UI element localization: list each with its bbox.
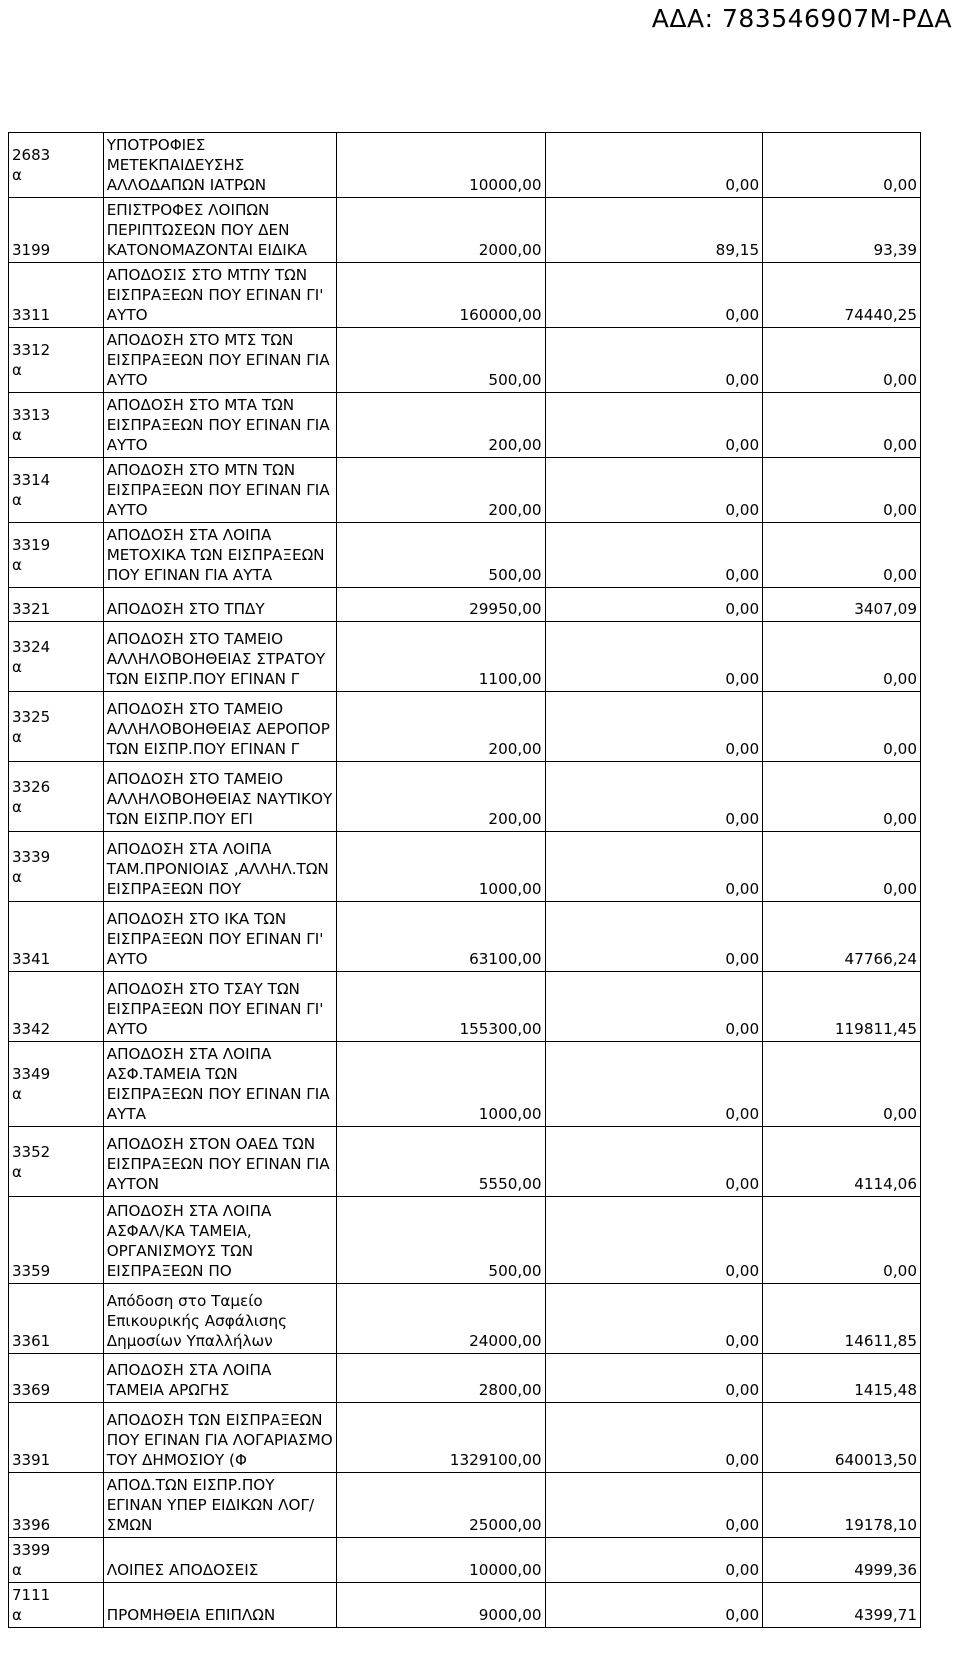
account-code: 3349 α [9, 1042, 104, 1127]
committed-amount: 0,00 [545, 133, 763, 198]
account-code: 3199 [9, 198, 104, 263]
account-description: ΑΠΟΔΟΣΗ ΣΤΑ ΛΟΙΠΑ ΑΣΦ.ΤΑΜΕΙΑ ΤΩΝ ΕΙΣΠΡΑΞΕΩΝ ΠΟΥ ΕΓΙΝΑΝ ΓΙΑ ΑΥΤΑ [103, 1042, 336, 1127]
account-description: ΠΡΟΜΗΘΕΙΑ ΕΠΙΠΛΩΝ [103, 1583, 336, 1628]
budget-amount: 24000,00 [337, 1284, 546, 1354]
paid-amount: 74440,25 [763, 263, 921, 328]
account-code: 3326 α [9, 762, 104, 832]
account-description: ΑΠΟΔΟΣΗ ΣΤΟΝ ΟΑΕΔ ΤΩΝ ΕΙΣΠΡΑΞΕΩΝ ΠΟΥ ΕΓΙΝΑΝ ΓΙΑ ΑΥΤΟΝ [103, 1127, 336, 1197]
committed-amount: 0,00 [545, 832, 763, 902]
account-description: ΑΠΟΔΟΣΗ ΣΤΟ ΤΑΜΕΙΟ ΑΛΛΗΛΟΒΟΗΘΕΙΑΣ ΝΑΥΤΙΚΟΥ ΤΩΝ ΕΙΣΠΡ.ΠΟΥ ΕΓΙ [103, 762, 336, 832]
budget-amount: 25000,00 [337, 1473, 546, 1538]
committed-amount: 0,00 [545, 328, 763, 393]
paid-amount: 4999,36 [763, 1538, 921, 1583]
table-row [9, 1583, 921, 1628]
paid-amount: 0,00 [763, 523, 921, 588]
budget-amount: 1329100,00 [337, 1403, 546, 1473]
table-row [9, 1284, 921, 1354]
table-row [9, 1473, 921, 1538]
table-row [9, 1403, 921, 1473]
committed-amount: 89,15 [545, 198, 763, 263]
account-description: ΑΠΟΔΟΣΗ ΣΤΟ ΙΚΑ ΤΩΝ ΕΙΣΠΡΑΞΕΩΝ ΠΟΥ ΕΓΙΝΑΝ ΓΙ' ΑΥΤΟ [103, 902, 336, 972]
account-description: ΥΠΟΤΡΟΦΙΕΣ ΜΕΤΕΚΠΑΙΔΕΥΣΗΣ ΑΛΛΟΔΑΠΩΝ ΙΑΤΡΩΝ [103, 133, 336, 198]
table-row [9, 523, 921, 588]
table-row [9, 458, 921, 523]
paid-amount: 119811,45 [763, 972, 921, 1042]
table-row [9, 198, 921, 263]
account-description: ΑΠΟΔ.ΤΩΝ ΕΙΣΠΡ.ΠΟΥ ΕΓΙΝΑΝ ΥΠΕΡ ΕΙΔΙΚΩΝ ΛΟΓ/ΣΜΩΝ [103, 1473, 336, 1538]
account-code: 3391 [9, 1403, 104, 1473]
budget-amount: 2800,00 [337, 1354, 546, 1403]
paid-amount: 0,00 [763, 692, 921, 762]
table-row [9, 1197, 921, 1284]
paid-amount: 3407,09 [763, 588, 921, 622]
committed-amount: 0,00 [545, 762, 763, 832]
budget-amount: 200,00 [337, 393, 546, 458]
account-code: 3319 α [9, 523, 104, 588]
paid-amount: 0,00 [763, 393, 921, 458]
account-description: ΑΠΟΔΟΣΗ ΣΤΑ ΛΟΙΠΑ ΑΣΦΑΛ/ΚΑ ΤΑΜΕΙΑ, ΟΡΓΑΝΙΣΜΟΥΣ ΤΩΝ ΕΙΣΠΡΑΞΕΩΝ ΠΟ [103, 1197, 336, 1284]
account-description: ΑΠΟΔΟΣΗ ΣΤΟ ΜΤΝ ΤΩΝ ΕΙΣΠΡΑΞΕΩΝ ΠΟΥ ΕΓΙΝΑΝ ΓΙΑ ΑΥΤΟ [103, 458, 336, 523]
account-code: 3321 [9, 588, 104, 622]
paid-amount: 640013,50 [763, 1403, 921, 1473]
committed-amount: 0,00 [545, 1354, 763, 1403]
committed-amount: 0,00 [545, 1403, 763, 1473]
account-description: ΛΟΙΠΕΣ ΑΠΟΔΟΣΕΙΣ [103, 1538, 336, 1583]
account-code: 3342 [9, 972, 104, 1042]
paid-amount: 93,39 [763, 198, 921, 263]
budget-amount: 1000,00 [337, 832, 546, 902]
paid-amount: 19178,10 [763, 1473, 921, 1538]
table-row [9, 1127, 921, 1197]
table-row [9, 622, 921, 692]
account-code: 3314 α [9, 458, 104, 523]
table-row [9, 902, 921, 972]
account-description: Απόδοση στο Ταμείο Επικουρικής Ασφάλισης Δημοσίων Υπαλλήλων [103, 1284, 336, 1354]
budget-amount: 500,00 [337, 328, 546, 393]
committed-amount: 0,00 [545, 622, 763, 692]
budget-amount: 155300,00 [337, 972, 546, 1042]
account-code: 3341 [9, 902, 104, 972]
budget-amount: 63100,00 [337, 902, 546, 972]
table-row [9, 328, 921, 393]
account-description: ΑΠΟΔΟΣΗ ΣΤΟ ΜΤΑ ΤΩΝ ΕΙΣΠΡΑΞΕΩΝ ΠΟΥ ΕΓΙΝΑΝ ΓΙΑ ΑΥΤΟ [103, 393, 336, 458]
account-code: 3361 [9, 1284, 104, 1354]
budget-amount: 1100,00 [337, 622, 546, 692]
account-code: 3324 α [9, 622, 104, 692]
committed-amount: 0,00 [545, 1473, 763, 1538]
account-code: 3399 α [9, 1538, 104, 1583]
account-description: ΑΠΟΔΟΣΗ ΣΤΟ ΤΑΜΕΙΟ ΑΛΛΗΛΟΒΟΗΘΕΙΑΣ ΣΤΡΑΤΟΥ ΤΩΝ ΕΙΣΠΡ.ΠΟΥ ΕΓΙΝΑΝ Γ [103, 622, 336, 692]
paid-amount: 0,00 [763, 832, 921, 902]
table-row [9, 133, 921, 198]
paid-amount: 0,00 [763, 328, 921, 393]
budget-amount: 200,00 [337, 762, 546, 832]
budget-amount: 10000,00 [337, 133, 546, 198]
committed-amount: 0,00 [545, 1197, 763, 1284]
account-code: 3339 α [9, 832, 104, 902]
budget-amount: 500,00 [337, 1197, 546, 1284]
account-code: 3313 α [9, 393, 104, 458]
paid-amount: 0,00 [763, 622, 921, 692]
account-code: 2683 α [9, 133, 104, 198]
account-code: 3369 [9, 1354, 104, 1403]
table-row [9, 588, 921, 622]
committed-amount: 0,00 [545, 588, 763, 622]
committed-amount: 0,00 [545, 523, 763, 588]
committed-amount: 0,00 [545, 263, 763, 328]
paid-amount: 47766,24 [763, 902, 921, 972]
account-description: ΑΠΟΔΟΣΗ ΤΩΝ ΕΙΣΠΡΑΞΕΩΝ ΠΟΥ ΕΓΙΝΑΝ ΓΙΑ ΛΟΓΑΡΙΑΣΜΟ ΤΟΥ ΔΗΜΟΣΙΟΥ (Φ [103, 1403, 336, 1473]
paid-amount: 0,00 [763, 458, 921, 523]
committed-amount: 0,00 [545, 458, 763, 523]
paid-amount: 0,00 [763, 1042, 921, 1127]
budget-table-body [9, 133, 921, 1628]
table-row [9, 972, 921, 1042]
account-code: 3311 [9, 263, 104, 328]
committed-amount: 0,00 [545, 1127, 763, 1197]
budget-amount: 9000,00 [337, 1583, 546, 1628]
account-description: ΑΠΟΔΟΣΗ ΣΤΟ ΜΤΣ ΤΩΝ ΕΙΣΠΡΑΞΕΩΝ ΠΟΥ ΕΓΙΝΑΝ ΓΙΑ ΑΥΤΟ [103, 328, 336, 393]
committed-amount: 0,00 [545, 1538, 763, 1583]
committed-amount: 0,00 [545, 393, 763, 458]
account-code: 7111 α [9, 1583, 104, 1628]
account-description: ΑΠΟΔΟΣΗ ΣΤΟ ΤΣΑΥ ΤΩΝ ΕΙΣΠΡΑΞΕΩΝ ΠΟΥ ΕΓΙΝΑΝ ΓΙ' ΑΥΤΟ [103, 972, 336, 1042]
table-row [9, 762, 921, 832]
paid-amount: 0,00 [763, 762, 921, 832]
account-code: 3325 α [9, 692, 104, 762]
committed-amount: 0,00 [545, 1284, 763, 1354]
table-row [9, 832, 921, 902]
budget-amount: 10000,00 [337, 1538, 546, 1583]
table-row [9, 393, 921, 458]
paid-amount: 0,00 [763, 133, 921, 198]
table-row [9, 692, 921, 762]
account-description: ΕΠΙΣΤΡΟΦΕΣ ΛΟΙΠΩΝ ΠΕΡΙΠΤΩΣΕΩΝ ΠΟΥ ΔΕΝ ΚΑΤΟΝΟΜΑΖΟΝΤΑΙ ΕΙΔΙΚΑ [103, 198, 336, 263]
committed-amount: 0,00 [545, 692, 763, 762]
budget-amount: 160000,00 [337, 263, 546, 328]
account-description: ΑΠΟΔΟΣΗ ΣΤΑ ΛΟΙΠΑ ΤΑΜ.ΠΡΟΝΙΟΙΑΣ ,ΑΛΛΗΛ.ΤΩΝ ΕΙΣΠΡΑΞΕΩΝ ΠΟΥ [103, 832, 336, 902]
account-code: 3312 α [9, 328, 104, 393]
budget-amount: 2000,00 [337, 198, 546, 263]
account-description: ΑΠΟΔΟΣΙΣ ΣΤΟ ΜΤΠΥ ΤΩΝ ΕΙΣΠΡΑΞΕΩΝ ΠΟΥ ΕΓΙΝΑΝ ΓΙ' ΑΥΤΟ [103, 263, 336, 328]
budget-amount: 1000,00 [337, 1042, 546, 1127]
table-row [9, 1538, 921, 1583]
budget-table [8, 132, 921, 1628]
ada-header: ΑΔΑ: 783546907Μ-ΡΔΑ [651, 4, 952, 33]
account-code: 3396 [9, 1473, 104, 1538]
account-code: 3359 [9, 1197, 104, 1284]
account-code: 3352 α [9, 1127, 104, 1197]
budget-amount: 200,00 [337, 458, 546, 523]
committed-amount: 0,00 [545, 972, 763, 1042]
paid-amount: 0,00 [763, 1197, 921, 1284]
committed-amount: 0,00 [545, 1583, 763, 1628]
paid-amount: 14611,85 [763, 1284, 921, 1354]
paid-amount: 4399,71 [763, 1583, 921, 1628]
committed-amount: 0,00 [545, 1042, 763, 1127]
table-row [9, 1354, 921, 1403]
budget-amount: 29950,00 [337, 588, 546, 622]
paid-amount: 1415,48 [763, 1354, 921, 1403]
table-row [9, 1042, 921, 1127]
budget-amount: 5550,00 [337, 1127, 546, 1197]
account-description: ΑΠΟΔΟΣΗ ΣΤΟ ΤΑΜΕΙΟ ΑΛΛΗΛΟΒΟΗΘΕΙΑΣ ΑΕΡΟΠΟΡ ΤΩΝ ΕΙΣΠΡ.ΠΟΥ ΕΓΙΝΑΝ Γ [103, 692, 336, 762]
table-row [9, 263, 921, 328]
paid-amount: 4114,06 [763, 1127, 921, 1197]
account-description: ΑΠΟΔΟΣΗ ΣΤΟ ΤΠΔΥ [103, 588, 336, 622]
budget-amount: 200,00 [337, 692, 546, 762]
account-description: ΑΠΟΔΟΣΗ ΣΤΑ ΛΟΙΠΑ ΜΕΤΟΧΙΚΑ ΤΩΝ ΕΙΣΠΡΑΞΕΩΝ ΠΟΥ ΕΓΙΝΑΝ ΓΙΑ ΑΥΤΑ [103, 523, 336, 588]
committed-amount: 0,00 [545, 902, 763, 972]
budget-amount: 500,00 [337, 523, 546, 588]
account-description: ΑΠΟΔΟΣΗ ΣΤΑ ΛΟΙΠΑ ΤΑΜΕΙΑ ΑΡΩΓΗΣ [103, 1354, 336, 1403]
